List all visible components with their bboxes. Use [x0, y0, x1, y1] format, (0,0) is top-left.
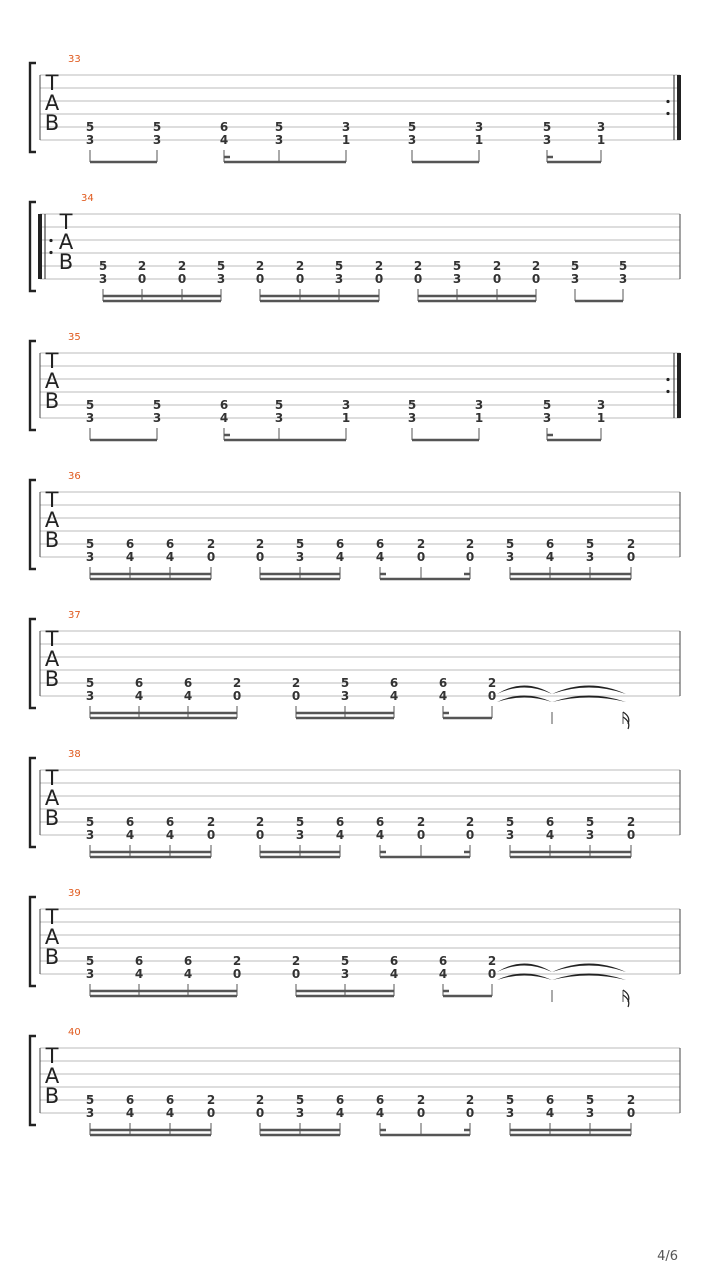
fret-number: 2	[206, 1093, 216, 1107]
system-bracket	[30, 1036, 36, 1125]
note-flag	[623, 995, 629, 1007]
fret-number: 3	[474, 120, 484, 134]
fret-number: 0	[255, 272, 265, 286]
fret-number: 4	[219, 411, 229, 425]
system-bracket	[30, 202, 36, 291]
note-flag	[623, 717, 629, 729]
fret-number: 5	[570, 259, 580, 273]
fret-number: 3	[340, 967, 350, 981]
fret-number: 6	[183, 676, 193, 690]
fret-number: 2	[232, 676, 242, 690]
fret-number: 3	[85, 133, 95, 147]
fret-number: 6	[545, 815, 555, 829]
fret-number: 0	[416, 1106, 426, 1120]
fret-number: 0	[137, 272, 147, 286]
fret-number: 6	[125, 537, 135, 551]
fret-number: 6	[125, 1093, 135, 1107]
fret-number: 2	[492, 259, 502, 273]
fret-number: 4	[219, 133, 229, 147]
fret-number: 5	[85, 398, 95, 412]
fret-number: 0	[626, 828, 636, 842]
fret-number: 5	[85, 537, 95, 551]
fret-number: 1	[474, 411, 484, 425]
measure-number: 38	[68, 749, 81, 760]
fret-number: 3	[274, 133, 284, 147]
repeat-end-thick-bar	[677, 353, 681, 418]
system-bracket	[30, 63, 36, 152]
tie-arc	[497, 686, 552, 695]
fret-number: 3	[341, 398, 351, 412]
repeat-end-thick-bar	[677, 75, 681, 140]
measure-number: 39	[68, 888, 81, 899]
fret-number: 3	[618, 272, 628, 286]
fret-number: 1	[341, 411, 351, 425]
tab-clef-letter: T	[45, 1044, 59, 1068]
fret-number: 3	[295, 828, 305, 842]
repeat-dot	[666, 378, 669, 381]
fret-number: 0	[487, 689, 497, 703]
fret-number: 2	[295, 259, 305, 273]
fret-number: 5	[505, 537, 515, 551]
fret-number: 3	[216, 272, 226, 286]
fret-number: 3	[98, 272, 108, 286]
fret-number: 6	[335, 537, 345, 551]
fret-number: 3	[341, 120, 351, 134]
fret-number: 3	[334, 272, 344, 286]
system-33	[30, 54, 681, 162]
fret-number: 4	[165, 828, 175, 842]
fret-number: 5	[334, 259, 344, 273]
fret-number: 3	[542, 133, 552, 147]
tab-clef-letter: A	[44, 369, 60, 393]
fret-number: 3	[585, 1106, 595, 1120]
fret-number: 4	[125, 1106, 135, 1120]
fret-number: 4	[335, 828, 345, 842]
fret-number: 6	[335, 1093, 345, 1107]
fret-number: 5	[152, 120, 162, 134]
fret-number: 4	[545, 550, 555, 564]
fret-number: 3	[152, 411, 162, 425]
tab-clef-letter: B	[44, 1084, 60, 1108]
system-36	[30, 471, 680, 579]
fret-number: 5	[274, 120, 284, 134]
fret-number: 6	[165, 537, 175, 551]
fret-number: 5	[505, 1093, 515, 1107]
fret-number: 0	[626, 550, 636, 564]
tab-clef-letter: T	[45, 349, 59, 373]
fret-number: 5	[585, 537, 595, 551]
fret-number: 3	[570, 272, 580, 286]
tab-clef-letter: T	[45, 627, 59, 651]
fret-number: 1	[596, 411, 606, 425]
fret-number: 2	[626, 815, 636, 829]
fret-number: 0	[416, 828, 426, 842]
repeat-dot	[666, 390, 669, 393]
fret-number: 1	[474, 133, 484, 147]
fret-number: 5	[295, 1093, 305, 1107]
fret-number: 4	[375, 1106, 385, 1120]
fret-number: 4	[125, 550, 135, 564]
tie-arc	[552, 686, 626, 695]
fret-number: 6	[389, 676, 399, 690]
measure-number: 34	[81, 193, 94, 204]
tab-clef-letter: A	[44, 1064, 60, 1088]
fret-number: 3	[585, 550, 595, 564]
tie-arc	[497, 964, 552, 973]
fret-number: 6	[219, 120, 229, 134]
repeat-dot	[666, 112, 669, 115]
fret-number: 0	[255, 550, 265, 564]
fret-number: 4	[183, 967, 193, 981]
tab-clef-letter: T	[45, 71, 59, 95]
fret-number: 6	[545, 537, 555, 551]
fret-number: 5	[407, 398, 417, 412]
fret-number: 5	[152, 398, 162, 412]
fret-number: 2	[465, 815, 475, 829]
fret-number: 2	[137, 259, 147, 273]
fret-number: 4	[335, 550, 345, 564]
measure-number: 37	[68, 610, 81, 621]
fret-number: 4	[335, 1106, 345, 1120]
tab-clef-letter: T	[45, 905, 59, 929]
fret-number: 6	[389, 954, 399, 968]
tab-clef-letter: B	[44, 806, 60, 830]
fret-number: 3	[340, 689, 350, 703]
fret-number: 3	[596, 120, 606, 134]
fret-number: 2	[413, 259, 423, 273]
fret-number: 4	[183, 689, 193, 703]
fret-number: 0	[206, 828, 216, 842]
fret-number: 2	[206, 815, 216, 829]
fret-number: 5	[85, 815, 95, 829]
tab-clef-letter: B	[44, 528, 60, 552]
fret-number: 4	[375, 550, 385, 564]
fret-number: 4	[545, 828, 555, 842]
fret-number: 0	[255, 1106, 265, 1120]
fret-number: 3	[152, 133, 162, 147]
fret-number: 1	[596, 133, 606, 147]
fret-number: 1	[341, 133, 351, 147]
fret-number: 3	[274, 411, 284, 425]
fret-number: 2	[626, 1093, 636, 1107]
fret-number: 6	[125, 815, 135, 829]
fret-number: 2	[206, 537, 216, 551]
fret-number: 5	[542, 398, 552, 412]
fret-number: 5	[85, 954, 95, 968]
fret-number: 6	[375, 1093, 385, 1107]
fret-number: 5	[340, 676, 350, 690]
fret-number: 2	[465, 537, 475, 551]
fret-number: 3	[85, 411, 95, 425]
measure-number: 40	[68, 1027, 81, 1038]
fret-number: 5	[85, 1093, 95, 1107]
fret-number: 0	[232, 967, 242, 981]
fret-number: 0	[465, 828, 475, 842]
fret-number: 3	[505, 550, 515, 564]
fret-number: 5	[505, 815, 515, 829]
repeat-dot	[666, 100, 669, 103]
fret-number: 0	[626, 1106, 636, 1120]
fret-number: 0	[413, 272, 423, 286]
fret-number: 5	[98, 259, 108, 273]
fret-number: 3	[407, 411, 417, 425]
fret-number: 2	[416, 537, 426, 551]
fret-number: 0	[206, 1106, 216, 1120]
fret-number: 6	[438, 676, 448, 690]
fret-number: 3	[542, 411, 552, 425]
fret-number: 0	[291, 967, 301, 981]
measure-number: 35	[68, 332, 81, 343]
system-bracket	[30, 480, 36, 569]
fret-number: 4	[545, 1106, 555, 1120]
fret-number: 6	[165, 815, 175, 829]
tab-clef-letter: A	[44, 91, 60, 115]
fret-number: 2	[465, 1093, 475, 1107]
fret-number: 5	[585, 1093, 595, 1107]
fret-number: 2	[626, 537, 636, 551]
fret-number: 6	[335, 815, 345, 829]
tab-clef-letter: A	[58, 230, 74, 254]
fret-number: 2	[487, 676, 497, 690]
fret-number: 5	[407, 120, 417, 134]
fret-number: 0	[487, 967, 497, 981]
fret-number: 0	[295, 272, 305, 286]
fret-number: 6	[219, 398, 229, 412]
fret-number: 5	[295, 815, 305, 829]
page-number: 4/6	[657, 1249, 678, 1264]
fret-number: 2	[531, 259, 541, 273]
fret-number: 5	[85, 120, 95, 134]
fret-number: 0	[465, 1106, 475, 1120]
fret-number: 0	[206, 550, 216, 564]
fret-number: 2	[487, 954, 497, 968]
tab-clef-letter: B	[44, 389, 60, 413]
system-38	[30, 749, 680, 857]
tab-clef-letter: T	[45, 488, 59, 512]
fret-number: 3	[452, 272, 462, 286]
fret-number: 5	[216, 259, 226, 273]
fret-number: 0	[531, 272, 541, 286]
tab-clef-letter: B	[58, 250, 74, 274]
tab-clef-letter: B	[44, 111, 60, 135]
fret-number: 3	[85, 967, 95, 981]
fret-number: 3	[85, 550, 95, 564]
fret-number: 6	[438, 954, 448, 968]
fret-number: 2	[416, 815, 426, 829]
fret-number: 3	[295, 550, 305, 564]
fret-number: 4	[134, 967, 144, 981]
tab-clef-letter: A	[44, 647, 60, 671]
fret-number: 6	[375, 537, 385, 551]
fret-number: 0	[416, 550, 426, 564]
fret-number: 0	[255, 828, 265, 842]
system-37	[30, 610, 680, 729]
fret-number: 3	[596, 398, 606, 412]
system-39	[30, 888, 680, 1007]
fret-number: 5	[618, 259, 628, 273]
repeat-dot	[49, 251, 52, 254]
fret-number: 2	[374, 259, 384, 273]
fret-number: 3	[85, 828, 95, 842]
fret-number: 0	[465, 550, 475, 564]
system-bracket	[30, 619, 36, 708]
fret-number: 3	[407, 133, 417, 147]
fret-number: 4	[389, 689, 399, 703]
fret-number: 0	[374, 272, 384, 286]
fret-number: 4	[375, 828, 385, 842]
tie-arc	[552, 964, 626, 973]
fret-number: 5	[295, 537, 305, 551]
fret-number: 2	[291, 954, 301, 968]
fret-number: 0	[232, 689, 242, 703]
fret-number: 6	[183, 954, 193, 968]
system-40	[30, 1027, 680, 1135]
tab-clef-letter: B	[44, 945, 60, 969]
fret-number: 4	[165, 1106, 175, 1120]
fret-number: 2	[255, 537, 265, 551]
tab-clef-letter: T	[45, 766, 59, 790]
fret-number: 5	[542, 120, 552, 134]
fret-number: 4	[438, 689, 448, 703]
fret-number: 5	[585, 815, 595, 829]
fret-number: 5	[340, 954, 350, 968]
tab-clef-letter: B	[44, 667, 60, 691]
system-bracket	[30, 758, 36, 847]
fret-number: 6	[375, 815, 385, 829]
fret-number: 4	[438, 967, 448, 981]
fret-number: 6	[134, 676, 144, 690]
fret-number: 4	[134, 689, 144, 703]
measure-number: 33	[68, 54, 81, 65]
tab-clef-letter: A	[44, 786, 60, 810]
fret-number: 6	[165, 1093, 175, 1107]
system-34	[30, 193, 680, 301]
repeat-dot	[49, 239, 52, 242]
fret-number: 0	[492, 272, 502, 286]
fret-number: 5	[85, 676, 95, 690]
repeat-start-thick-bar	[38, 214, 42, 279]
fret-number: 6	[545, 1093, 555, 1107]
fret-number: 3	[295, 1106, 305, 1120]
tab-clef-letter: A	[44, 925, 60, 949]
fret-number: 0	[177, 272, 187, 286]
fret-number: 2	[291, 676, 301, 690]
fret-number: 2	[177, 259, 187, 273]
fret-number: 3	[505, 1106, 515, 1120]
fret-number: 2	[232, 954, 242, 968]
fret-number: 2	[255, 815, 265, 829]
fret-number: 3	[505, 828, 515, 842]
fret-number: 4	[389, 967, 399, 981]
system-bracket	[30, 341, 36, 430]
fret-number: 5	[452, 259, 462, 273]
fret-number: 3	[85, 689, 95, 703]
fret-number: 3	[474, 398, 484, 412]
fret-number: 3	[585, 828, 595, 842]
fret-number: 3	[85, 1106, 95, 1120]
fret-number: 0	[291, 689, 301, 703]
fret-number: 2	[255, 1093, 265, 1107]
system-35	[30, 332, 681, 440]
tab-clef-letter: A	[44, 508, 60, 532]
fret-number: 2	[416, 1093, 426, 1107]
fret-number: 5	[274, 398, 284, 412]
system-bracket	[30, 897, 36, 986]
fret-number: 4	[125, 828, 135, 842]
fret-number: 4	[165, 550, 175, 564]
fret-number: 2	[255, 259, 265, 273]
tab-clef-letter: T	[59, 210, 73, 234]
measure-number: 36	[68, 471, 81, 482]
fret-number: 6	[134, 954, 144, 968]
